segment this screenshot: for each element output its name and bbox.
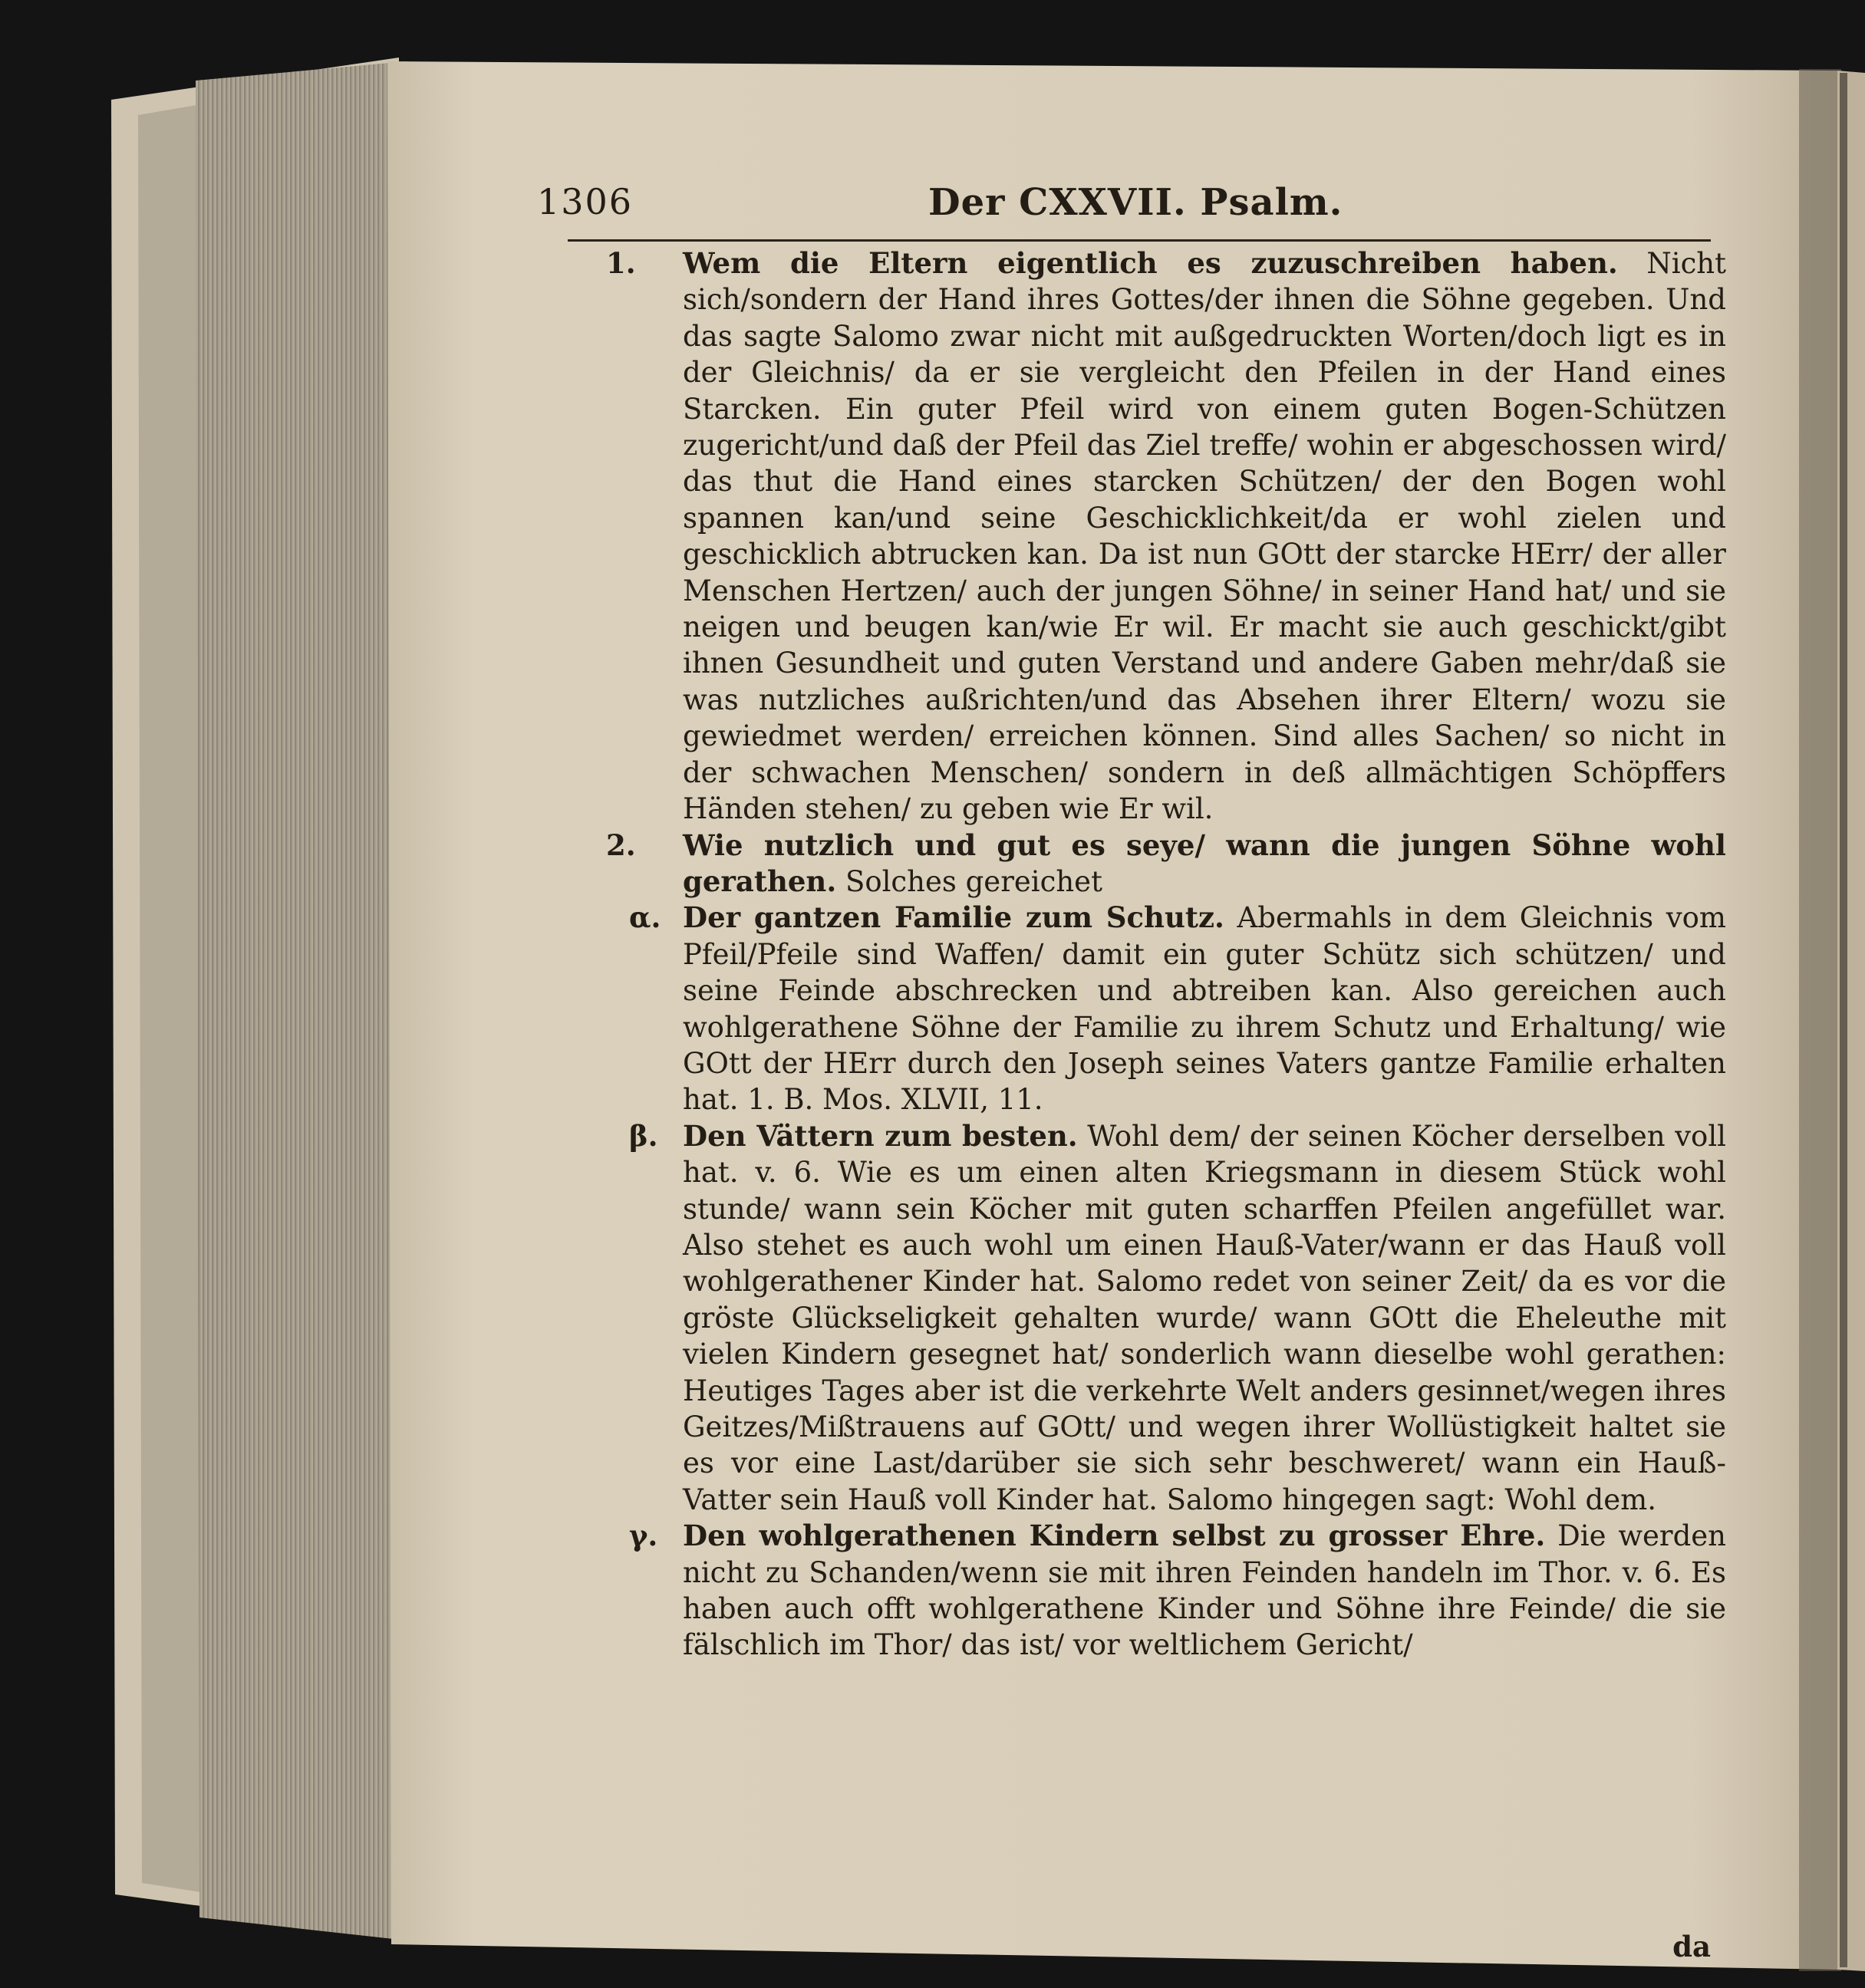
page-body [606,245,1726,1664]
subsection-text: Abermahls in dem Gleichnis vom Pfeil/Pfeile sind Waffen/ damit ein guter Schütz sich schützen/ und seine Feinde abschrecken und abtreiben kan. Also gereichen auch wohlgerathene Söhne der Familie zu ihrem Schutz und Erhaltung/ wie GOtt der HErr durch den Joseph seines Vaters gantze Familie erhalten hat. 1. B. Mos. XLVII, 11. [683,901,1727,1117]
section-heading: Wie nutzlich und gut es seye/ wann die jungen Söhne wohl gerathen. [683,828,1726,898]
section-number: 2. [606,828,636,862]
subsection-beta [606,1118,1726,1518]
running-title: Der CXXVII. Psalm. [928,181,1343,224]
section-1 [606,245,1726,828]
subsection-alpha [606,900,1726,1117]
subsection-heading: Der gantzen Familie zum Schutz. [683,900,1224,935]
page-number: 1306 [537,181,634,222]
page-header [537,173,1711,227]
subsection-gamma [606,1518,1726,1664]
section-text: Solches gereichet [845,864,1102,898]
subsection-marker: γ. [629,1519,658,1553]
header-rule [568,239,1711,242]
subsection-heading: Den Vättern zum besten. [683,1118,1078,1153]
page-content [537,173,1734,1968]
section-number: 1. [606,246,636,280]
catchword: da [1672,1930,1711,1963]
subsection-heading: Den wohlgerathenen Kindern selbst zu grosser Ehre. [683,1519,1546,1553]
section-heading: Wem die Eltern eigentlich es zuzuschreiben haben. [683,246,1618,280]
subsection-text: Wohl dem/ der seinen Köcher derselben voll hat. v. 6. Wie es um einen alten Kriegsmann in diesem Stück wohl stunde/ wann sein Köcher mit guten scharffen Pfeilen angefüllet war. Also stehet es auch wohl um einen Hauß-Vater/wann er das Hauß voll wohlgerathener Kinder hat. Salomo redet von seiner Zeit/ da es vor die gröste Glückseligkeit gehalten wurde/ wann GOtt die Eheleuthe mit vielen Kindern gesegnet hat/ sonderlich wann dieselbe wohl gerathen: Heutiges Tages aber ist die verkehrte Welt anders gesinnet/wegen ihres Geitzes/Mißtrauens auf GOtt/ und wegen ihrer Wollüstigkeit haltet sie es vor eine Last/darüber sie sich sehr beschweret/ wann ein Hauß-Vatter sein Hauß voll Kinder hat. Salomo hingegen sagt: Wohl dem. [683,1119,1726,1516]
subsection-marker: β. [629,1118,658,1153]
section-text: Nicht sich/sondern der Hand ihres Gottes/der ihnen die Söhne gegeben. Und das sagte Salomo zwar nicht mit außgedruckten Worten/doch ligt es in der Gleichnis/ da er sie vergleicht den Pfeilen in der Hand eines Starcken. Ein guter Pfeil wird von einem guten Bogen-Schützen zugericht/und daß der Pfeil das Ziel treffe/ wohin er abgeschossen wird/ das thut die Hand eines starcken Schützen/ der den Bogen wohl spannen kan/und seine Geschicklichkeit/da er wohl zielen und geschicklich abtrucken kan. Da ist nun GOtt der starcke HErr/ der aller Menschen Hertzen/ auch der jungen Söhne/ in seiner Hand hat/ und sie neigen und beugen kan/wie Er wil. Er macht sie auch geschickt/gibt ihnen Gesundheit und guten Verstand und andere Gaben mehr/daß sie was nutzliches außrichten/und das Absehen ihrer Eltern/ wozu sie gewiedmet werden/ erreichen können. Sind alles Sachen/ so nicht in der schwachen Menschen/ sondern in deß allmächtigen Schöpffers Händen stehen/ zu geben wie Er wil. [683,247,1727,826]
subsection-marker: α. [629,900,661,935]
subsection-text: Die werden nicht zu Schanden/wenn sie mit ihren Feinden handeln im Thor. v. 6. Es haben auch offt wohlgerathene Kinder und Söhne ihre Feinde/ die sie fälschlich im Thor/ das ist/ vor weltlichem Gericht/ [683,1519,1726,1662]
section-2 [606,828,1726,1664]
